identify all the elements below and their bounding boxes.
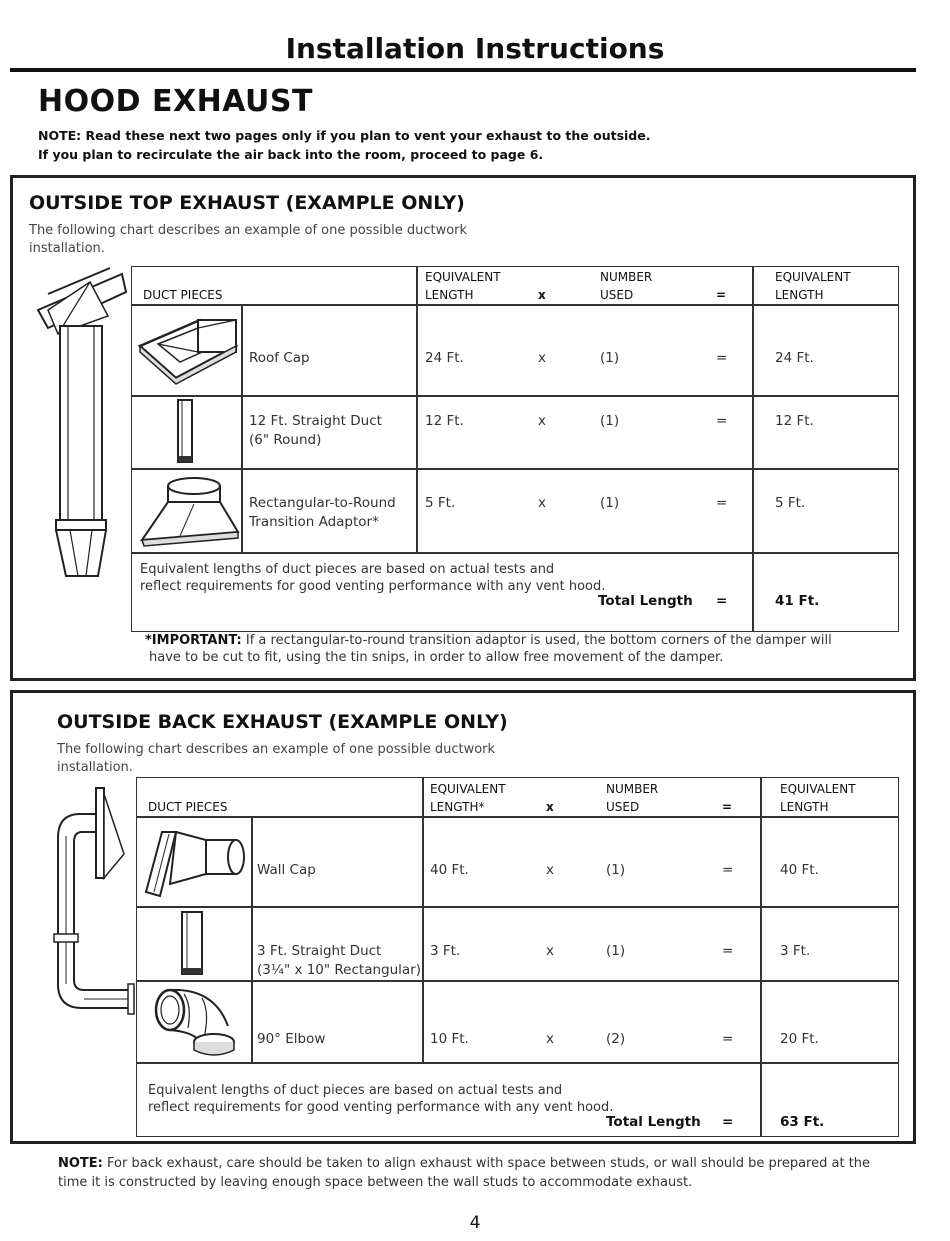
roof-duct-illustration-icon — [30, 270, 130, 580]
transition-adaptor-icon — [136, 474, 240, 548]
bottom-note — [58, 1154, 898, 1192]
row3-piece — [249, 494, 396, 532]
row3-equals: = — [716, 495, 728, 511]
row1-used: (1) — [600, 350, 620, 366]
row5-used: (1) — [606, 943, 626, 959]
row6-equals: = — [722, 1031, 734, 1047]
col-equiv-total-top: EQUIVALENT — [775, 270, 851, 284]
elbow-icon — [148, 984, 248, 1058]
row2-total: 12 Ft. — [775, 413, 814, 429]
row4-piece: Wall Cap — [257, 862, 316, 878]
row2-used: (1) — [600, 413, 620, 429]
col-duct-pieces: DUCT PIECES — [143, 288, 223, 302]
row3-times: x — [538, 495, 546, 511]
col2-equals: = — [722, 800, 733, 814]
col-number-top: NUMBER — [600, 270, 653, 284]
row3-piece-line1: Rectangular-to-Round — [249, 495, 396, 511]
back-exhaust-title: OUTSIDE BACK EXHAUST (EXAMPLE ONLY) — [57, 711, 508, 733]
row5-equals: = — [722, 943, 734, 959]
row5-total: 3 Ft. — [780, 943, 811, 959]
header-title: Installation Instructions — [285, 32, 665, 65]
rect-duct-icon — [179, 910, 205, 978]
row3-length: 5 Ft. — [425, 495, 456, 511]
row3-used: (1) — [600, 495, 620, 511]
back-total-equals: = — [722, 1114, 734, 1130]
important-text-1: If a rectangular-to-round transition adaptor is used, the bottom corners of the damper will — [245, 633, 832, 648]
row6-used: (2) — [606, 1031, 626, 1047]
row1-equals: = — [716, 350, 728, 366]
wall-cap-icon — [142, 828, 250, 900]
col2-equiv-total-bottom: LENGTH — [780, 800, 829, 814]
important-label: *IMPORTANT: — [145, 633, 242, 648]
note-line-2: If you plan to recirculate the air back into the room, proceed to page 6. — [38, 147, 544, 162]
row1-piece: Roof Cap — [249, 350, 310, 366]
top-footnote-line2: reflect requirements for good venting performance with any vent hood. — [140, 579, 606, 594]
row5-piece-line2: (3¼" x 10" Rectangular) — [257, 962, 421, 978]
col-number-bottom: USED — [600, 288, 634, 302]
col2-times: x — [546, 800, 554, 814]
back-total-label: Total Length — [606, 1114, 701, 1130]
back-footnote-line2: reflect requirements for good venting performance with any vent hood. — [148, 1100, 614, 1115]
row4-length: 40 Ft. — [430, 862, 469, 878]
col2-equiv-length-bottom: LENGTH* — [430, 800, 485, 814]
col-times: x — [538, 288, 546, 302]
top-total-equals: = — [716, 593, 728, 609]
col2-duct-pieces: DUCT PIECES — [148, 800, 228, 814]
row4-total: 40 Ft. — [780, 862, 819, 878]
row6-times: x — [546, 1031, 554, 1047]
row5-piece-line1: 3 Ft. Straight Duct — [257, 943, 382, 959]
col2-number-bottom: USED — [606, 800, 640, 814]
row6-piece: 90° Elbow — [257, 1031, 326, 1047]
note-line-1: NOTE: Read these next two pages only if you plan to vent your exhaust to the outside. — [38, 128, 651, 143]
row1-length: 24 Ft. — [425, 350, 464, 366]
row2-piece-line1: 12 Ft. Straight Duct — [249, 413, 382, 429]
row4-used: (1) — [606, 862, 626, 878]
page-number: 4 — [469, 1213, 481, 1233]
roof-cap-icon — [136, 312, 240, 386]
straight-duct-icon — [175, 398, 197, 466]
bottom-note-text: For back exhaust, care should be taken to align exhaust with space between studs, or wall should be prepared at the time it is constructed by leaving enough space between the wall studs to accommodate exhaust. — [58, 1156, 871, 1190]
row5-piece — [257, 942, 421, 980]
col2-equiv-length-top: EQUIVALENT — [430, 782, 506, 796]
back-exhaust-intro: The following chart describes an example of one possible ductwork installation. — [57, 742, 496, 775]
top-footnote-line1: Equivalent lengths of duct pieces are based on actual tests and — [140, 562, 555, 577]
row2-length: 12 Ft. — [425, 413, 464, 429]
back-duct-illustration-icon — [44, 784, 134, 1024]
row6-length: 10 Ft. — [430, 1031, 469, 1047]
col-equiv-total-bottom: LENGTH — [775, 288, 824, 302]
page-title: HOOD EXHAUST — [38, 84, 313, 119]
header-rule — [10, 68, 916, 72]
top-exhaust-intro: The following chart describes an example of one possible ductwork installation. — [29, 223, 468, 256]
row2-piece-line2: (6" Round) — [249, 432, 322, 448]
row2-equals: = — [716, 413, 728, 429]
row4-equals: = — [722, 862, 734, 878]
row1-times: x — [538, 350, 546, 366]
col2-equiv-total-top: EQUIVALENT — [780, 782, 856, 796]
bottom-note-label: NOTE: — [58, 1156, 103, 1171]
row5-times: x — [546, 943, 554, 959]
back-footnote-line1: Equivalent lengths of duct pieces are based on actual tests and — [148, 1083, 563, 1098]
row3-piece-line2: Transition Adaptor* — [249, 514, 379, 530]
top-total-value: 41 Ft. — [775, 593, 820, 609]
important-note — [145, 632, 832, 666]
col2-number-top: NUMBER — [606, 782, 659, 796]
top-total-label: Total Length — [598, 593, 693, 609]
row6-total: 20 Ft. — [780, 1031, 819, 1047]
row4-times: x — [546, 862, 554, 878]
col-equiv-length-bottom: LENGTH — [425, 288, 474, 302]
row1-total: 24 Ft. — [775, 350, 814, 366]
col-equals: = — [716, 288, 727, 302]
row3-total: 5 Ft. — [775, 495, 806, 511]
back-total-value: 63 Ft. — [780, 1114, 825, 1130]
col-equiv-length-top: EQUIVALENT — [425, 270, 501, 284]
important-text-2: have to be cut to fit, using the tin snips, in order to allow free movement of the damper. — [149, 650, 724, 665]
row2-times: x — [538, 413, 546, 429]
row5-length: 3 Ft. — [430, 943, 461, 959]
row2-piece — [249, 412, 382, 450]
top-exhaust-title: OUTSIDE TOP EXHAUST (EXAMPLE ONLY) — [29, 192, 465, 214]
